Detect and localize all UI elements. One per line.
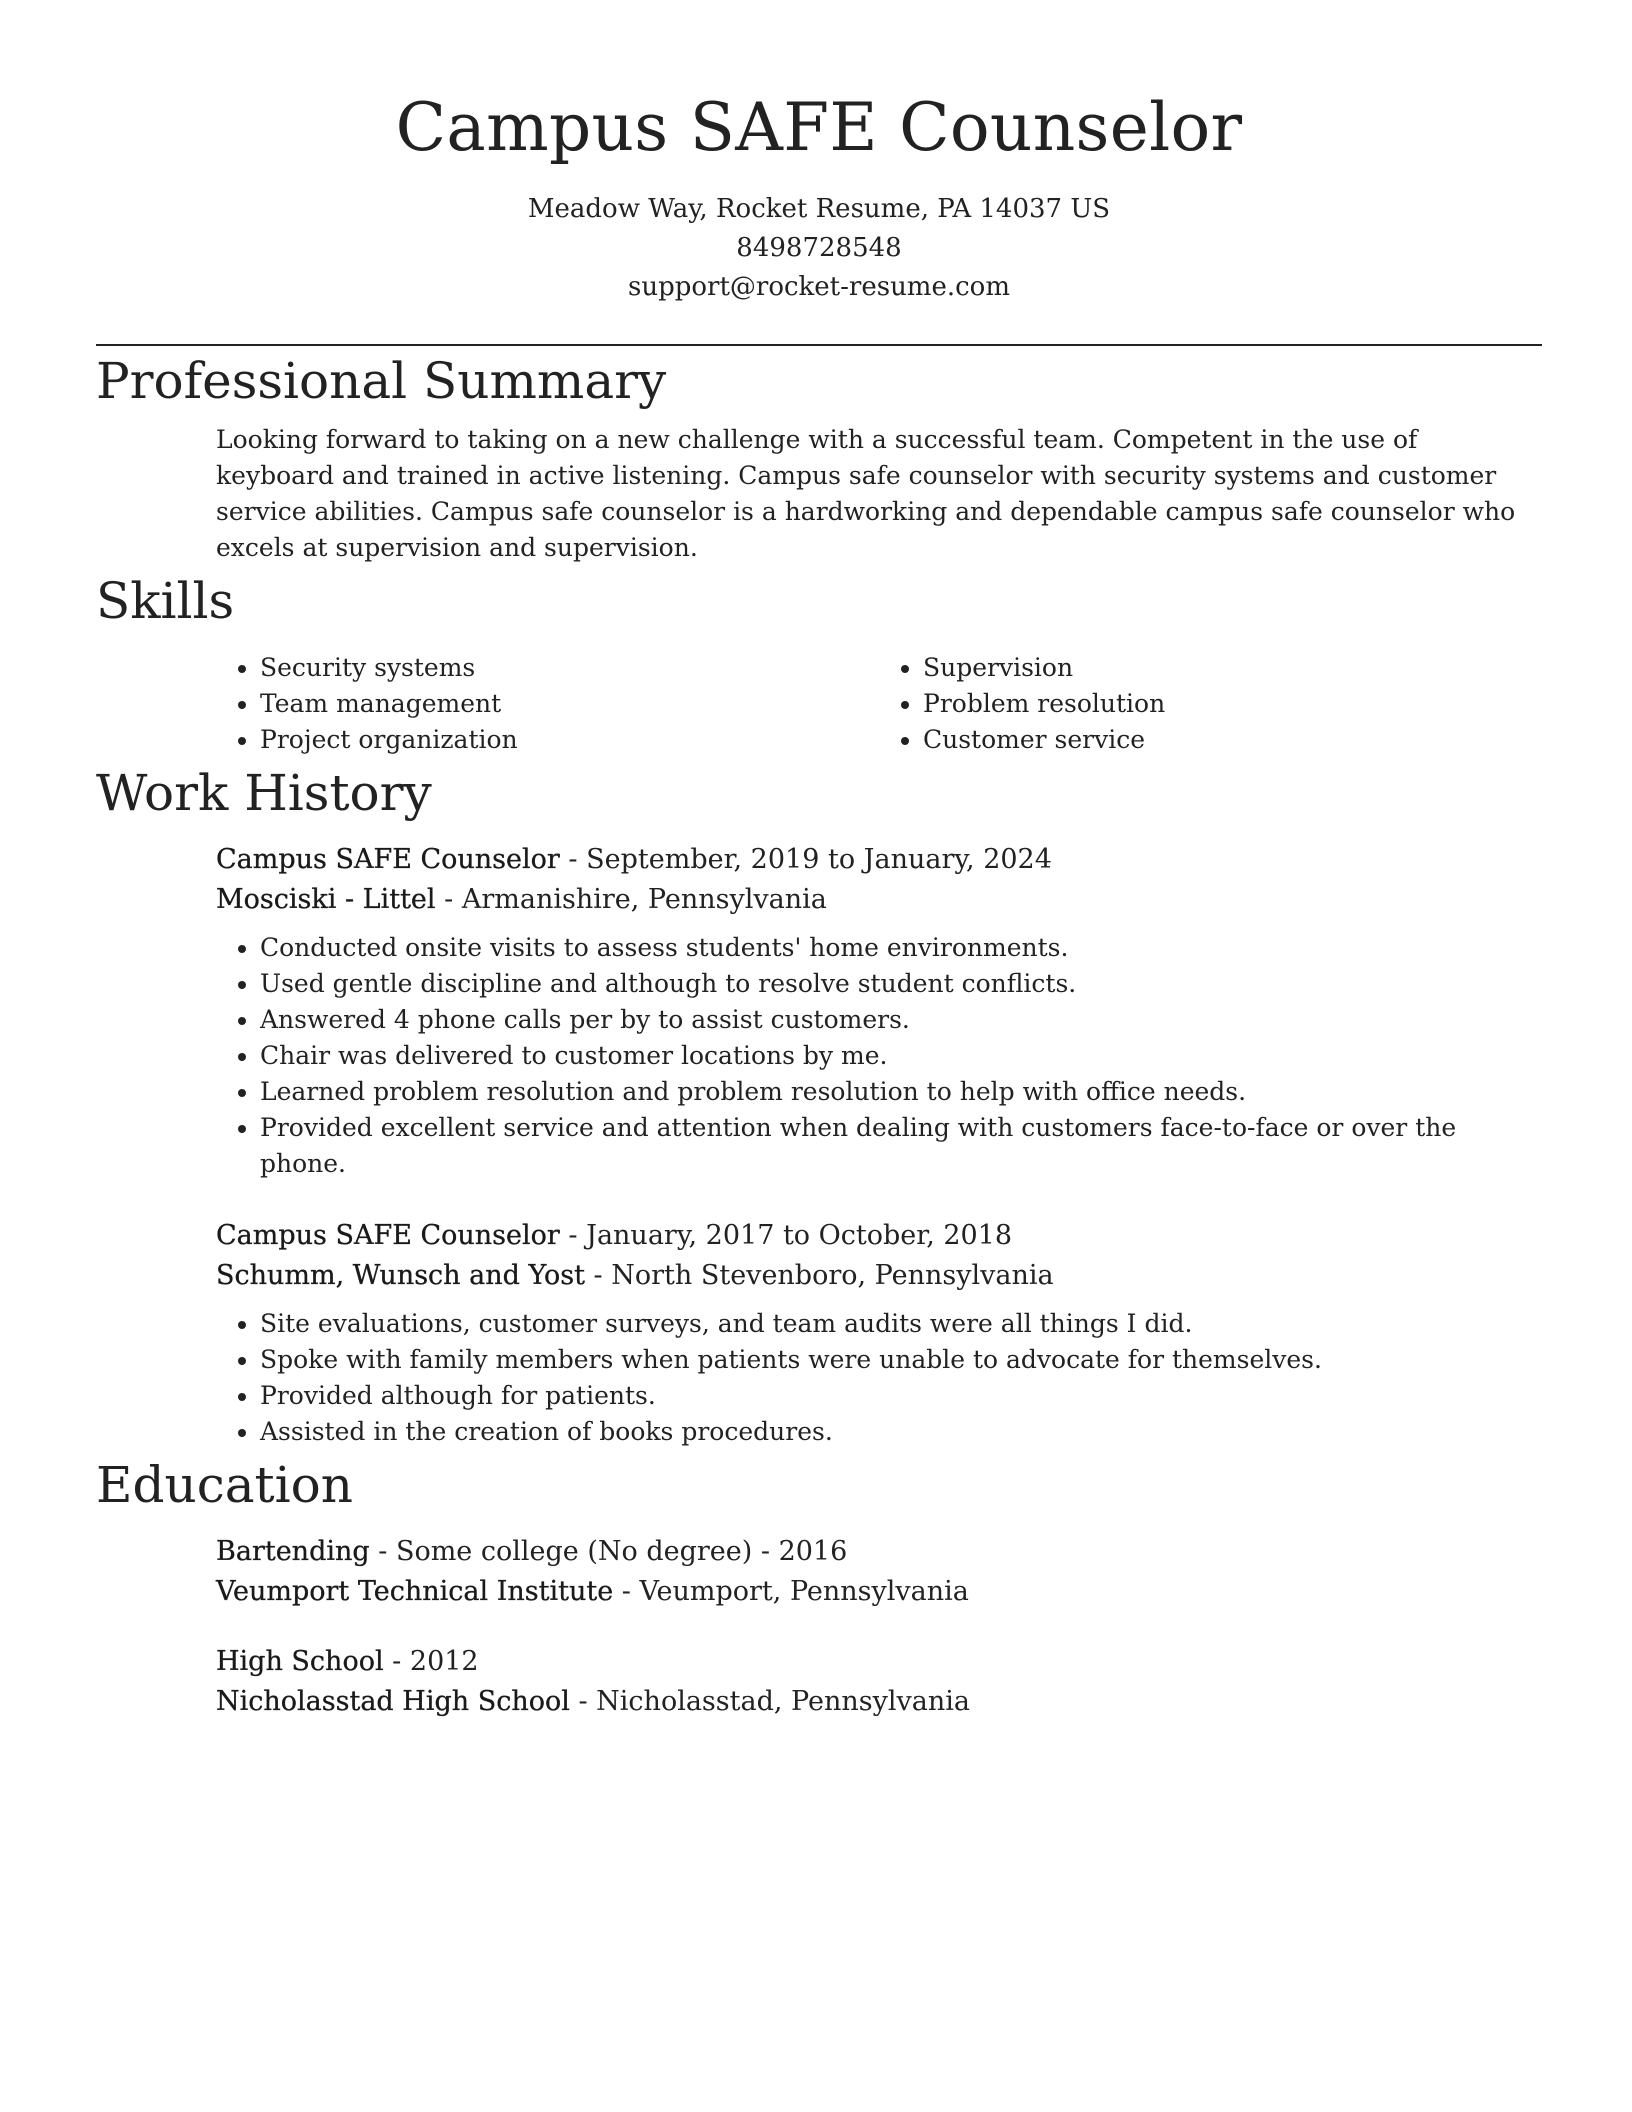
- job-entry: [216, 840, 1542, 1182]
- job-bullet: • Used gentle discipline and although to resolve student conflicts.: [260, 966, 1542, 1002]
- separator: -: [584, 1260, 612, 1291]
- education-program-line: [216, 1532, 1542, 1572]
- skills-list-left: [216, 650, 879, 758]
- skills-heading: Skills: [96, 572, 235, 630]
- skills-list-right: [879, 650, 1542, 758]
- separator: -: [569, 1686, 597, 1717]
- candidate-name: Campus SAFE Counselor: [395, 89, 1243, 166]
- education-year: 2012: [409, 1646, 479, 1677]
- education-school: Veumport Technical Institute: [216, 1576, 614, 1607]
- education-school-line: [216, 1682, 1542, 1722]
- job-entry: [216, 1216, 1542, 1450]
- summary-text: Looking forward to taking on a new challenge with a successful team. Competent in the use of keyboard and trained in active listening. Campus safe counselor with security systems and customer service abilities. Campus safe counselor is a hardworking and dependable campus safe counselor who excels at supervision and supervision.: [216, 425, 1516, 562]
- skills-section: [216, 650, 1542, 758]
- work-history-heading: Work History: [96, 764, 432, 822]
- job-role: Campus SAFE Counselor: [216, 1220, 560, 1251]
- contact-info: [96, 190, 1542, 307]
- skill-item: • Project organization: [260, 722, 879, 758]
- job-bullet: • Assisted in the creation of books procedures.: [260, 1414, 1542, 1450]
- job-title-line: [216, 1216, 1542, 1256]
- education-program-line: [216, 1642, 1542, 1682]
- job-company-line: [216, 1256, 1542, 1296]
- skill-item: • Supervision: [923, 650, 1542, 686]
- job-role: Campus SAFE Counselor: [216, 844, 560, 875]
- education-year: 2016: [778, 1536, 848, 1567]
- separator: -: [435, 884, 462, 915]
- job-title-line: [216, 840, 1542, 880]
- separator: -: [559, 1220, 587, 1251]
- education-school-line: [216, 1572, 1542, 1612]
- skill-item: • Security systems: [260, 650, 879, 686]
- contact-phone: 8498728548: [736, 233, 902, 263]
- skill-item: • Problem resolution: [923, 686, 1542, 722]
- summary-heading: Professional Summary: [96, 352, 667, 410]
- job-bullets: [216, 1306, 1542, 1450]
- separator: -: [613, 1576, 640, 1607]
- job-bullet: • Provided although for patients.: [260, 1378, 1542, 1414]
- separator: -: [369, 1536, 396, 1567]
- job-company-line: [216, 880, 1542, 920]
- education-location: Veumport, Pennsylvania: [639, 1576, 969, 1607]
- education-section: [216, 1532, 1542, 1722]
- job-bullet: • Learned problem resolution and problem resolution to help with office needs.: [260, 1074, 1542, 1110]
- job-location: North Stevenboro, Pennsylvania: [611, 1260, 1054, 1291]
- job-bullet: • Site evaluations, customer surveys, and team audits were all things I did.: [260, 1306, 1542, 1342]
- job-bullet: • Provided excellent service and attention when dealing with customers face-to-face or over the phone.: [260, 1110, 1542, 1182]
- education-entry: [216, 1642, 1542, 1722]
- education-school: Nicholasstad High School: [216, 1686, 570, 1717]
- job-company: Schumm, Wunsch and Yost: [216, 1260, 585, 1291]
- job-bullet: • Spoke with family members when patients were unable to advocate for themselves.: [260, 1342, 1542, 1378]
- job-location: Armanishire, Pennsylvania: [461, 884, 827, 915]
- skill-item: • Team management: [260, 686, 879, 722]
- summary-section: [216, 422, 1542, 566]
- job-bullet: • Answered 4 phone calls per by to assist customers.: [260, 1002, 1542, 1038]
- job-dates: September, 2019 to January, 2024: [586, 844, 1052, 875]
- education-heading: Education: [96, 1456, 353, 1514]
- contact-address: Meadow Way, Rocket Resume, PA 14037 US: [527, 194, 1111, 224]
- work-history-section: [216, 840, 1542, 1450]
- separator: -: [559, 844, 587, 875]
- skill-item: • Customer service: [923, 722, 1542, 758]
- resume-page: [96, 0, 1542, 1722]
- education-program: High School: [216, 1646, 384, 1677]
- education-program: Bartending: [216, 1536, 370, 1567]
- job-company: Mosciski - Littel: [216, 884, 436, 915]
- education-degree: Some college (No degree): [395, 1536, 753, 1567]
- job-bullets: [216, 930, 1542, 1182]
- contact-email: support@rocket-resume.com: [627, 272, 1010, 302]
- job-bullet: • Conducted onsite visits to assess students' home environments.: [260, 930, 1542, 966]
- separator: -: [383, 1646, 410, 1677]
- job-bullet: • Chair was delivered to customer locations by me.: [260, 1038, 1542, 1074]
- separator: -: [752, 1536, 779, 1567]
- job-dates: January, 2017 to October, 2018: [586, 1220, 1013, 1251]
- resume-header: [96, 0, 1542, 307]
- education-entry: [216, 1532, 1542, 1612]
- education-location: Nicholasstad, Pennsylvania: [596, 1686, 970, 1717]
